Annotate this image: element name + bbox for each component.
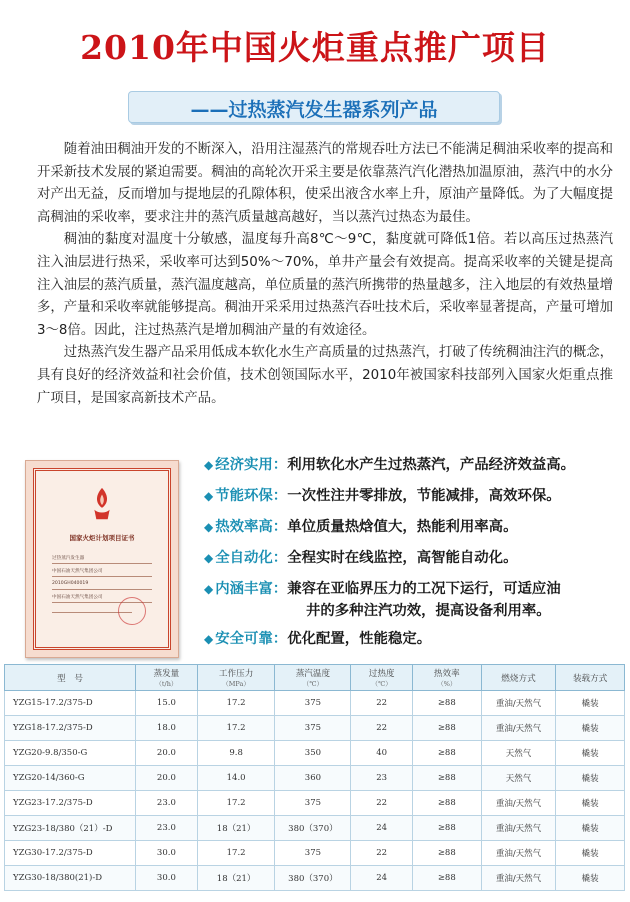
feature-item xyxy=(204,453,624,474)
feature-item xyxy=(204,627,624,648)
cell-pressure: 17.2 xyxy=(197,841,275,866)
cell-evaporation: 30.0 xyxy=(136,866,198,891)
intro-text xyxy=(37,139,613,410)
cell-model: YZG20-14/360-G xyxy=(5,766,136,791)
feature-label: 内涵丰富： xyxy=(215,581,288,597)
cell-fuel: 重油/天然气 xyxy=(481,816,556,841)
feature-desc: 兼容在亚临界压力的工况下运行，可适应油 xyxy=(287,581,561,597)
cell-evaporation: 23.0 xyxy=(136,791,198,816)
feature-label: 安全可靠： xyxy=(215,631,288,647)
cell-steam-temp: 375 xyxy=(275,841,351,866)
certificate-border xyxy=(33,468,171,650)
cell-fuel: 重油/天然气 xyxy=(481,691,556,716)
paragraph: 稠油的黏度对温度十分敏感，温度每升高8℃～9℃，黏度就可降低1倍。若以高压过热蒸汽注入油层进行热采，采收率可达到50%～70%，单井产量会有效提高。提高采收率的关键是提高注入油层的蒸汽质量，蒸汽温度越高，单位质量的蒸汽所携带的热量越多，注入地层的有效热量增多，产量和采收率就能够提高。稠油开采采用过热蒸汽吞吐技术后，采收率显著提高，产量可增加3～8倍。因此，注过热蒸汽是增加稠油产量的有效途径。 xyxy=(37,232,613,338)
table-row xyxy=(5,841,625,866)
cell-model: YZG30-18/380(21)-D xyxy=(5,866,136,891)
diamond-bullet-icon: ◆ xyxy=(204,551,214,565)
cell-efficiency: ≥88 xyxy=(412,791,481,816)
cell-mounting: 橇装 xyxy=(556,741,625,766)
column-header: 燃烧方式 xyxy=(481,665,556,691)
column-header: 型 号 xyxy=(5,665,136,691)
cell-mounting: 橇装 xyxy=(556,841,625,866)
cell-pressure: 17.2 xyxy=(197,716,275,741)
feature-label: 热效率高： xyxy=(215,519,288,535)
cell-efficiency: ≥88 xyxy=(412,741,481,766)
diamond-bullet-icon: ◆ xyxy=(204,520,214,534)
cell-steam-temp: 375 xyxy=(275,791,351,816)
cell-model: YZG15-17.2/375-D xyxy=(5,691,136,716)
cell-superheat: 24 xyxy=(351,816,413,841)
cell-model: YZG18-17.2/375-D xyxy=(5,716,136,741)
cell-mounting: 橇装 xyxy=(556,866,625,891)
column-header: 蒸汽温度 （℃） xyxy=(275,665,351,691)
cell-mounting: 橇装 xyxy=(556,716,625,741)
table-row xyxy=(5,691,625,716)
cell-efficiency: ≥88 xyxy=(412,716,481,741)
page-title: 2010年中国火炬重点推广项目 xyxy=(80,28,550,67)
cell-mounting: 橇装 xyxy=(556,816,625,841)
cell-fuel: 重油/天然气 xyxy=(481,716,556,741)
cell-fuel: 重油/天然气 xyxy=(481,841,556,866)
feature-item xyxy=(204,484,624,505)
certificate-line: 中国石油天然气集团公司 xyxy=(52,569,103,574)
cell-superheat: 22 xyxy=(351,716,413,741)
table-row xyxy=(5,791,625,816)
certificate-line: 过热蒸汽发生器 xyxy=(52,556,85,561)
paragraph: 过热蒸汽发生器产品采用低成本软化水生产高质量的过热蒸汽，打破了传统稠油注汽的概念，具有良好的经济效益和社会价值，技术创领国际水平，2010年被国家科技部列入国家火炬重点推广项目，是国家高新技术产品。 xyxy=(37,345,613,406)
diamond-bullet-icon: ◆ xyxy=(204,582,214,596)
torch-logo-icon xyxy=(83,485,121,523)
cell-evaporation: 20.0 xyxy=(136,766,198,791)
cell-fuel: 天然气 xyxy=(481,741,556,766)
table-row xyxy=(5,816,625,841)
cell-pressure: 14.0 xyxy=(197,766,275,791)
cell-pressure: 17.2 xyxy=(197,691,275,716)
diamond-bullet-icon: ◆ xyxy=(204,458,214,472)
certificate-seal xyxy=(118,597,146,625)
cell-superheat: 24 xyxy=(351,866,413,891)
certificate-heading: 国家火炬计划项目证书 xyxy=(69,534,135,542)
cell-pressure: 18（21） xyxy=(197,816,275,841)
column-header: 热效率 （%） xyxy=(412,665,481,691)
certificate-line: 2010GH040019 xyxy=(52,581,89,586)
cell-superheat: 22 xyxy=(351,691,413,716)
cell-steam-temp: 360 xyxy=(275,766,351,791)
cell-steam-temp: 375 xyxy=(275,691,351,716)
feature-desc: 利用软化水产生过热蒸汽，产品经济效益高。 xyxy=(287,457,576,473)
feature-item xyxy=(204,546,624,567)
cell-evaporation: 15.0 xyxy=(136,691,198,716)
table-row xyxy=(5,741,625,766)
feature-desc: 一次性注井零排放，节能减排，高效环保。 xyxy=(287,488,561,504)
cell-pressure: 18（21） xyxy=(197,866,275,891)
cell-evaporation: 20.0 xyxy=(136,741,198,766)
cell-mounting: 橇装 xyxy=(556,791,625,816)
feature-item-continued xyxy=(306,599,630,620)
feature-desc: 单位质量热焓值大，热能利用率高。 xyxy=(287,519,518,535)
cell-evaporation: 18.0 xyxy=(136,716,198,741)
certificate-image xyxy=(25,460,179,658)
feature-desc: 井的多种注汽功效，提高设备利用率。 xyxy=(306,603,551,619)
table-row xyxy=(5,866,625,891)
certificate-rule xyxy=(52,563,152,564)
column-header: 蒸发量 （t/h） xyxy=(136,665,198,691)
table-row xyxy=(5,716,625,741)
column-header: 工作压力 （MPa） xyxy=(197,665,275,691)
cell-efficiency: ≥88 xyxy=(412,766,481,791)
feature-item xyxy=(204,515,624,536)
cell-mounting: 橇装 xyxy=(556,766,625,791)
cell-pressure: 9.8 xyxy=(197,741,275,766)
cell-steam-temp: 380（370） xyxy=(275,866,351,891)
cell-mounting: 橇装 xyxy=(556,691,625,716)
column-header: 装载方式 xyxy=(556,665,625,691)
subtitle-banner xyxy=(128,91,500,123)
cell-fuel: 重油/天然气 xyxy=(481,866,556,891)
certificate-rule xyxy=(52,589,152,590)
cell-steam-temp: 350 xyxy=(275,741,351,766)
column-header: 过热度 （℃） xyxy=(351,665,413,691)
cell-superheat: 23 xyxy=(351,766,413,791)
cell-efficiency: ≥88 xyxy=(412,816,481,841)
cell-fuel: 重油/天然气 xyxy=(481,791,556,816)
feature-label: 全自动化： xyxy=(215,550,288,566)
cell-efficiency: ≥88 xyxy=(412,841,481,866)
certificate-rule xyxy=(52,576,152,577)
cell-model: YZG30-17.2/375-D xyxy=(5,841,136,866)
cell-steam-temp: 375 xyxy=(275,716,351,741)
cell-model: YZG20-9.8/350-G xyxy=(5,741,136,766)
cell-pressure: 17.2 xyxy=(197,791,275,816)
cell-model: YZG23-17.2/375-D xyxy=(5,791,136,816)
feature-label: 节能环保： xyxy=(215,488,288,504)
cell-steam-temp: 380（370） xyxy=(275,816,351,841)
cell-efficiency: ≥88 xyxy=(412,866,481,891)
feature-desc: 全程实时在线监控，高智能自动化。 xyxy=(287,550,518,566)
feature-desc: 优化配置，性能稳定。 xyxy=(287,631,432,647)
cell-superheat: 22 xyxy=(351,791,413,816)
paragraph: 随着油田稠油开发的不断深入，沿用注湿蒸汽的常规吞吐方法已不能满足稠油采收率的提高和开采新技术发展的紧迫需要。稠油的高轮次开采主要是依靠蒸汽汽化潜热加温原油，蒸汽中的水分对产出无益，反而增加与提地层的孔隙体积，使采出液含水率上升，原油产量降低。为了大幅度提高稠油的采收率，要求注井的蒸汽质量越高越好，当以蒸汽过热态为最佳。 xyxy=(37,142,613,225)
feature-label: 经济实用： xyxy=(215,457,288,473)
cell-evaporation: 30.0 xyxy=(136,841,198,866)
spec-table xyxy=(4,664,625,891)
diamond-bullet-icon: ◆ xyxy=(204,632,214,646)
certificate-line: 中国石油天然气集团公司 xyxy=(52,595,103,600)
feature-item xyxy=(204,577,624,598)
diamond-bullet-icon: ◆ xyxy=(204,489,214,503)
cell-superheat: 40 xyxy=(351,741,413,766)
cell-efficiency: ≥88 xyxy=(412,691,481,716)
cell-evaporation: 23.0 xyxy=(136,816,198,841)
page-subtitle: ——过热蒸汽发生器系列产品 xyxy=(190,99,438,121)
table-row xyxy=(5,766,625,791)
cell-model: YZG23-18/380（21）-D xyxy=(5,816,136,841)
cell-fuel: 天然气 xyxy=(481,766,556,791)
cell-superheat: 22 xyxy=(351,841,413,866)
table-header-row xyxy=(5,665,625,691)
